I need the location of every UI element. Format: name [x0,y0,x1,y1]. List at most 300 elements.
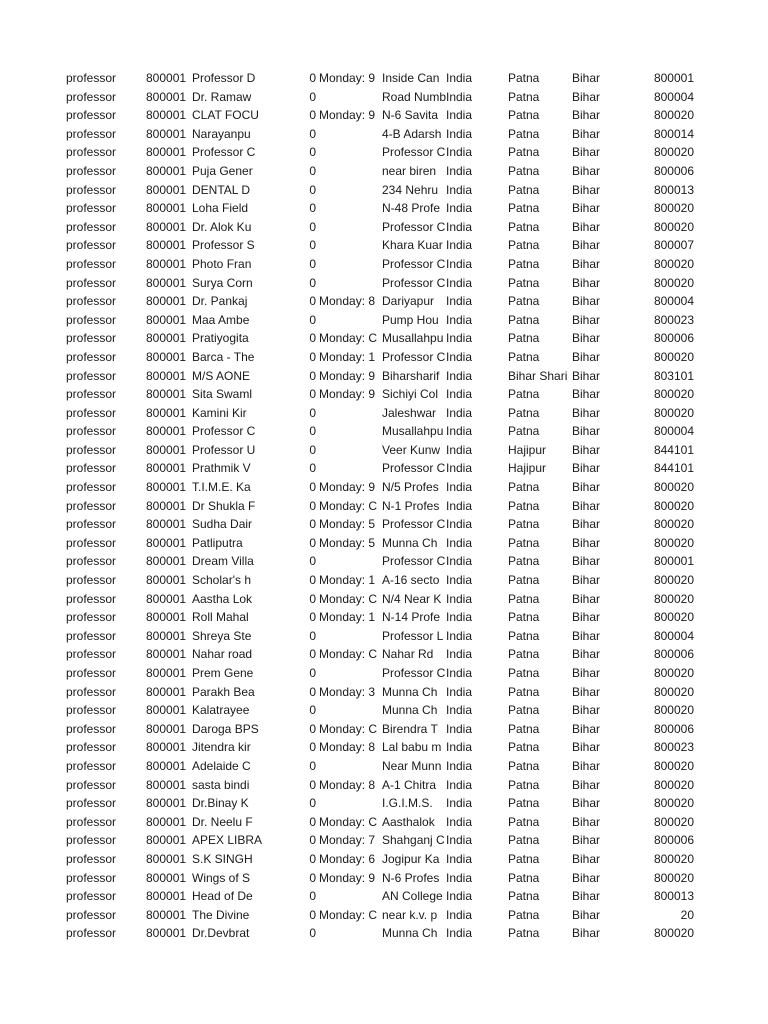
city-cell: Patna [508,294,540,309]
zero-cell: 0 [309,424,316,439]
state-cell: Bihar [572,480,601,495]
name-cell: Dr. Neelu F [192,814,253,829]
zero-cell: 0 [309,777,316,792]
zero-cell: 0 [309,889,316,904]
category-cell: professor [66,498,117,513]
country-cell: India [446,294,473,309]
zero-cell: 0 [309,238,316,253]
name-cell: Dr.Binay K [192,796,249,811]
zero-cell: 0 [309,201,316,216]
code-cell: 800001 [146,349,187,364]
zero-cell: 0 [309,926,316,941]
state-cell: Bihar [572,163,601,178]
name-cell: M/S AONE [192,368,251,383]
name-cell: Professor S [192,238,255,253]
pincode-cell: 800013 [653,182,694,197]
name-cell: Patliputra [192,535,243,550]
name-cell: Kamini Kir [192,405,247,420]
category-cell: professor [66,777,117,792]
country-cell: India [446,71,473,85]
category-cell: professor [66,461,117,476]
country-cell: India [446,777,473,792]
city-cell: Patna [508,666,540,680]
country-cell: India [446,610,473,625]
country-cell: India [446,126,473,141]
zero-cell: 0 [309,758,316,773]
address-cell: Professor C [382,517,446,532]
country-cell: India [446,889,473,904]
country-cell: India [446,647,473,662]
country-cell: India [446,796,473,811]
code-cell: 800001 [146,814,187,829]
category-cell: professor [66,628,117,643]
pincode-cell: 800020 [653,851,694,866]
name-cell: Prathmik V [192,461,251,476]
name-cell: Puja Gener [192,163,253,178]
zero-cell: 0 [309,666,316,680]
address-cell: Professor C [382,275,446,290]
category-cell: professor [66,238,117,253]
name-cell: sasta bindi [192,777,250,792]
hours-cell: Monday: 9 [319,368,376,383]
address-cell: Munna Ch [382,926,438,941]
code-cell: 800001 [146,89,187,104]
address-cell: N-14 Profe [382,610,441,625]
address-cell: Near Munn [382,758,442,773]
address-cell: Jogipur Ka [382,851,440,866]
country-cell: India [446,703,473,718]
category-cell: professor [66,219,117,234]
category-cell: professor [66,796,117,811]
name-cell: Dr.Devbrat [192,926,250,941]
table-row [0,627,768,646]
address-cell: Munna Ch [382,703,438,718]
name-cell: Sudha Dair [192,517,253,532]
hours-cell: Monday: C [319,907,378,922]
city-cell: Patna [508,535,540,550]
state-cell: Bihar [572,647,601,662]
country-cell: India [446,740,473,755]
country-cell: India [446,108,473,123]
hours-cell: Monday: 9 [319,870,376,885]
country-cell: India [446,331,473,346]
code-cell: 800001 [146,703,187,718]
address-cell: Professor L [382,628,444,643]
code-cell: 800001 [146,907,187,922]
zero-cell: 0 [309,796,316,811]
table-row [0,459,768,478]
pincode-cell: 800020 [653,405,694,420]
country-cell: India [446,870,473,885]
address-cell: N-1 Profes [382,498,440,513]
country-cell: India [446,219,473,234]
hours-cell: Monday: 9 [319,480,376,495]
pincode-cell: 800020 [653,666,694,680]
zero-cell: 0 [309,554,316,569]
address-cell: Munna Ch [382,535,438,550]
zero-cell: 0 [309,294,316,309]
pincode-cell: 800006 [653,721,694,736]
name-cell: Dr. Alok Ku [192,219,252,234]
city-cell: Patna [508,870,540,885]
code-cell: 800001 [146,777,187,792]
pincode-cell: 800020 [653,610,694,625]
address-cell: Biharsharif [382,368,440,383]
category-cell: professor [66,89,117,104]
table-row [0,329,768,348]
zero-cell: 0 [309,833,316,848]
code-cell: 800001 [146,163,187,178]
category-cell: professor [66,851,117,866]
code-cell: 800001 [146,108,187,123]
pincode-cell: 800013 [653,889,694,904]
address-cell: AN College [382,889,443,904]
state-cell: Bihar [572,851,601,866]
zero-cell: 0 [309,591,316,606]
state-cell: Bihar [572,796,601,811]
country-cell: India [446,758,473,773]
name-cell: CLAT FOCU [192,108,259,123]
country-cell: India [446,498,473,513]
country-cell: India [446,833,473,848]
state-cell: Bihar [572,349,601,364]
address-cell: A-1 Chitra [382,777,437,792]
address-cell: 4-B Adarsh [382,126,442,141]
pincode-cell: 800020 [653,796,694,811]
address-cell: Professor C [382,554,446,569]
name-cell: Dr. Ramaw [192,89,252,104]
category-cell: professor [66,182,117,197]
zero-cell: 0 [309,256,316,271]
city-cell: Patna [508,573,540,588]
name-cell: Adelaide C [192,758,251,773]
state-cell: Bihar [572,777,601,792]
state-cell: Bihar [572,108,601,123]
country-cell: India [446,517,473,532]
state-cell: Bihar [572,331,601,346]
table-row [0,571,768,590]
spreadsheet-table [0,69,768,943]
pincode-cell: 800020 [653,517,694,532]
country-cell: India [446,666,473,680]
pincode-cell: 800020 [653,591,694,606]
code-cell: 800001 [146,517,187,532]
address-cell: Dariyapur [382,294,435,309]
table-row [0,255,768,274]
table-row [0,274,768,293]
category-cell: professor [66,833,117,848]
name-cell: Wings of S [192,870,251,885]
name-cell: APEX LIBRA [192,833,263,848]
category-cell: professor [66,721,117,736]
address-cell: Professor C [382,461,446,476]
hours-cell: Monday: 8 [319,777,376,792]
category-cell: professor [66,294,117,309]
name-cell: Professor C [192,424,256,439]
address-cell: Nahar Rd [382,647,434,662]
code-cell: 800001 [146,666,187,680]
pincode-cell: 844101 [653,442,694,457]
zero-cell: 0 [309,442,316,457]
name-cell: Daroga BPS [192,721,259,736]
table-row [0,869,768,888]
category-cell: professor [66,405,117,420]
pincode-cell: 800020 [653,777,694,792]
country-cell: India [446,349,473,364]
zero-cell: 0 [309,461,316,476]
category-cell: professor [66,71,117,85]
category-cell: professor [66,126,117,141]
state-cell: Bihar [572,294,601,309]
table-row [0,813,768,832]
pincode-cell: 800023 [653,740,694,755]
city-cell: Patna [508,275,540,290]
table-row [0,552,768,571]
city-cell: Patna [508,126,540,141]
hours-cell: Monday: 1 [319,349,376,364]
hours-cell: Monday: C [319,591,378,606]
address-cell: N-6 Savita [382,108,439,123]
table-row [0,664,768,683]
table-row [0,850,768,869]
address-cell: N-48 Profe [382,201,441,216]
zero-cell: 0 [309,182,316,197]
pincode-cell: 800020 [653,349,694,364]
table-row [0,236,768,255]
pincode-cell: 800020 [653,926,694,941]
state-cell: Bihar [572,405,601,420]
hours-cell: Monday: 8 [319,740,376,755]
code-cell: 800001 [146,331,187,346]
table-row [0,720,768,739]
pincode-cell: 800020 [653,145,694,160]
pincode-cell: 800020 [653,814,694,829]
category-cell: professor [66,814,117,829]
zero-cell: 0 [309,703,316,718]
table-row [0,422,768,441]
name-cell: Dream Villa [192,554,254,569]
name-cell: Aastha Lok [192,591,253,606]
category-cell: professor [66,684,117,699]
zero-cell: 0 [309,535,316,550]
state-cell: Bihar [572,610,601,625]
pincode-cell: 800014 [653,126,694,141]
code-cell: 800001 [146,387,187,402]
address-cell: Sichiyi Col [382,387,439,402]
state-cell: Bihar [572,238,601,253]
country-cell: India [446,684,473,699]
name-cell: Professor C [192,145,256,160]
state-cell: Bihar [572,498,601,513]
code-cell: 800001 [146,219,187,234]
table-row [0,292,768,311]
category-cell: professor [66,591,117,606]
table-row [0,497,768,516]
city-cell: Patna [508,256,540,271]
name-cell: Nahar road [192,647,253,662]
country-cell: India [446,368,473,383]
code-cell: 800001 [146,71,187,85]
pincode-cell: 800020 [653,758,694,773]
address-cell: near biren [382,163,437,178]
pincode-cell: 800020 [653,703,694,718]
country-cell: India [446,312,473,327]
name-cell: Barca - The [192,349,255,364]
pincode-cell: 800006 [653,331,694,346]
code-cell: 800001 [146,126,187,141]
pincode-cell: 800007 [653,238,694,253]
zero-cell: 0 [309,349,316,364]
hours-cell: Monday: C [319,331,378,346]
category-cell: professor [66,275,117,290]
zero-cell: 0 [309,628,316,643]
category-cell: professor [66,573,117,588]
pincode-cell: 20 [680,907,694,922]
country-cell: India [446,182,473,197]
hours-cell: Monday: C [319,647,378,662]
name-cell: T.I.M.E. Ka [192,480,251,495]
country-cell: India [446,145,473,160]
state-cell: Bihar [572,89,601,104]
table-row [0,404,768,423]
zero-cell: 0 [309,498,316,513]
state-cell: Bihar [572,387,601,402]
state-cell: Bihar [572,256,601,271]
table-row [0,162,768,181]
hours-cell: Monday: 9 [319,108,376,123]
zero-cell: 0 [309,108,316,123]
state-cell: Bihar [572,424,601,439]
state-cell: Bihar [572,889,601,904]
address-cell: Birendra T [382,721,438,736]
country-cell: India [446,201,473,216]
city-cell: Patna [508,182,540,197]
name-cell: Narayanpu [192,126,251,141]
table-row [0,924,768,943]
code-cell: 800001 [146,182,187,197]
pincode-cell: 800020 [653,108,694,123]
category-cell: professor [66,926,117,941]
name-cell: DENTAL D [192,182,251,197]
address-cell: A-16 secto [382,573,440,588]
address-cell: Shahganj C [382,833,445,848]
address-cell: Professor C [382,145,446,160]
name-cell: Shreya Ste [192,628,252,643]
country-cell: India [446,442,473,457]
pincode-cell: 800020 [653,870,694,885]
city-cell: Patna [508,424,540,439]
table-row [0,701,768,720]
category-cell: professor [66,517,117,532]
city-cell: Patna [508,517,540,532]
city-cell: Patna [508,331,540,346]
hours-cell: Monday: C [319,814,378,829]
country-cell: India [446,926,473,941]
country-cell: India [446,535,473,550]
city-cell: Patna [508,926,540,941]
name-cell: The Divine [192,907,250,922]
pincode-cell: 800004 [653,89,694,104]
category-cell: professor [66,368,117,383]
category-cell: professor [66,535,117,550]
category-cell: professor [66,907,117,922]
city-cell: Patna [508,405,540,420]
hours-cell: Monday: 1 [319,573,376,588]
city-cell: Patna [508,108,540,123]
state-cell: Bihar [572,907,601,922]
country-cell: India [446,163,473,178]
pincode-cell: 800020 [653,275,694,290]
table-row [0,683,768,702]
address-cell: 234 Nehru [382,182,439,197]
zero-cell: 0 [309,387,316,402]
city-cell: Patna [508,628,540,643]
address-cell: N/4 Near K [382,591,442,606]
pincode-cell: 800020 [653,387,694,402]
pincode-cell: 800023 [653,312,694,327]
address-cell: Jaleshwar [382,405,437,420]
zero-cell: 0 [309,219,316,234]
city-cell: Patna [508,833,540,848]
hours-cell: Monday: 1 [319,610,376,625]
table-row [0,441,768,460]
code-cell: 800001 [146,201,187,216]
city-cell: Patna [508,610,540,625]
zero-cell: 0 [309,870,316,885]
table-row [0,590,768,609]
pincode-cell: 800004 [653,294,694,309]
table-row [0,515,768,534]
hours-cell: Monday: C [319,498,378,513]
category-cell: professor [66,424,117,439]
code-cell: 800001 [146,591,187,606]
code-cell: 800001 [146,851,187,866]
pincode-cell: 800020 [653,498,694,513]
address-cell: Professor C [382,256,446,271]
country-cell: India [446,628,473,643]
table-row [0,88,768,107]
name-cell: S.K SINGH [192,851,253,866]
pincode-cell: 800004 [653,628,694,643]
state-cell: Bihar [572,684,601,699]
zero-cell: 0 [309,89,316,104]
table-row [0,143,768,162]
pincode-cell: 800020 [653,684,694,699]
table-row [0,478,768,497]
table-row [0,887,768,906]
zero-cell: 0 [309,684,316,699]
state-cell: Bihar [572,201,601,216]
country-cell: India [446,907,473,922]
address-cell: N/5 Profes [382,480,439,495]
category-cell: professor [66,331,117,346]
code-cell: 800001 [146,721,187,736]
pincode-cell: 800004 [653,424,694,439]
code-cell: 800001 [146,368,187,383]
state-cell: Bihar [572,535,601,550]
category-cell: professor [66,554,117,569]
code-cell: 800001 [146,535,187,550]
country-cell: India [446,405,473,420]
state-cell: Bihar [572,628,601,643]
city-cell: Patna [508,721,540,736]
code-cell: 800001 [146,424,187,439]
table-row [0,348,768,367]
code-cell: 800001 [146,554,187,569]
country-cell: India [446,275,473,290]
city-cell: Patna [508,145,540,160]
table-row [0,608,768,627]
